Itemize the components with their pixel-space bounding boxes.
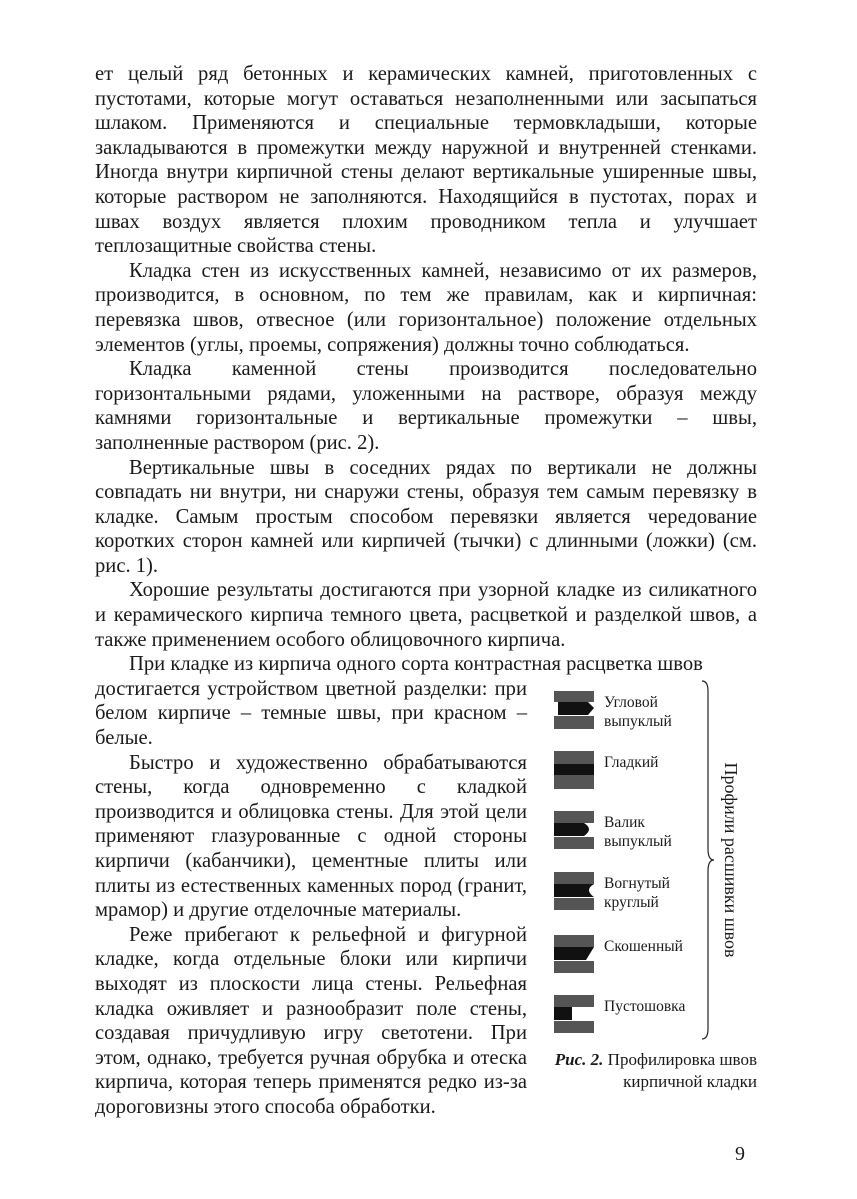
profile-smooth-icon [554,751,594,789]
profile-convex-roll-icon [554,811,594,849]
paragraph: Реже прибегают к рельефной и фигурной кладке, когда отдельные блоки или кирпичи выходят из плоскости лица стены. Рельефная кладка оживляет и разнообразит поле стены, создавая причудливую игру светотени. При этом, однако, требуется ручная обрубка и отеска кирпича, которая теперь применятся редко из-за дороговизны этого способа обработки. [95,923,527,1118]
page-number: 9 [735,1143,745,1165]
paragraph: ет целый ряд бетонных и керамических камней, приготовленных с пустотами, которые могут оставаться незаполненными или засыпаться шлаком. Применяются и специальные термовкладыши, которые закладываются в промежутки между наружной и внутренней стенками. Иногда внутри кирпичной стены делают вертикальные уширенные швы, которые раствором не заполняются. Находящийся в пустотах, порах и швах воздух является плохим проводником тепла и улучшает теплозащитные свойства стены. [95,63,757,258]
profile-label: Вогнутый круглый [604,874,670,912]
paragraph: Быстро и художественно обрабатываются стены, когда одновременно с кладкой производится и облицовка стены. Для этой цели применяют глазурованные с одной стороны кирпичи (кабанчики), цементные плиты или плиты из естественных каменных пород (гранит, мрамор) и другие отделочные материалы. [95,751,527,922]
profile-item [554,811,672,852]
figure-caption: Рис. 2. Профилировка швов кирпичной кладки [554,1049,757,1091]
paragraph: Кладка каменной стены производится последовательно горизонтальными рядами, уложенными на растворе, образуя между камнями горизонтальные и вертикальные промежутки – швы, заполненные раствором (рис. 2). [95,358,757,454]
paragraph: При кладке из кирпича одного сорта контрастная расцветка швов [129,653,703,676]
profile-beveled-icon [554,935,594,973]
profile-label: Валик выпуклый [604,813,672,851]
paragraph: Хорошие результаты достигаются при узорной кладке из силикатного и керамического кирпича темного цвета, расцветкой и разделкой швов, а также применением особого облицовочного кирпича. [95,579,757,651]
profile-label: Гладкий [604,753,659,771]
page-body [95,62,757,1120]
profile-concave-round-icon [554,872,594,910]
paragraph: достигается устройством цветной разделки: при белом кирпиче – темные швы, при красном – белые. [95,677,527,750]
left-column [95,677,527,1120]
two-column-section [95,677,757,1120]
profile-label: Угловой выпуклый [604,693,672,731]
profile-item [554,872,670,913]
profile-corner-convex-icon [554,691,594,729]
profile-item [554,691,672,732]
side-title: Профили расшивки швов [721,762,741,958]
profile-item [554,935,683,973]
profile-item [554,995,685,1033]
profile-hollow-icon [554,995,594,1033]
profile-label: Скошенный [604,937,683,955]
paragraph: Кладка стен из искусственных камней, независимо от их размеров, производится, в основном, по тем же правилам, как и кирпичная: перевязка швов, отвесное (или горизонтальное) положение отдельных элементов (углы, проемы, сопряжения) должны точно соблюдаться. [95,259,757,356]
profile-item [554,751,658,789]
paragraph: Вертикальные швы в соседних рядах по вертикали не должны совпадать ни внутри, ни снаружи стены, образуя тем самым перевязку в кладке. Самым простым способом перевязки является чередование коротких сторон камней или кирпичей (тычки) с длинными (ложки) (см. рис. 1). [95,456,757,577]
figure-joint-profiles [542,679,757,1109]
profile-label: Пустошовка [604,997,686,1015]
